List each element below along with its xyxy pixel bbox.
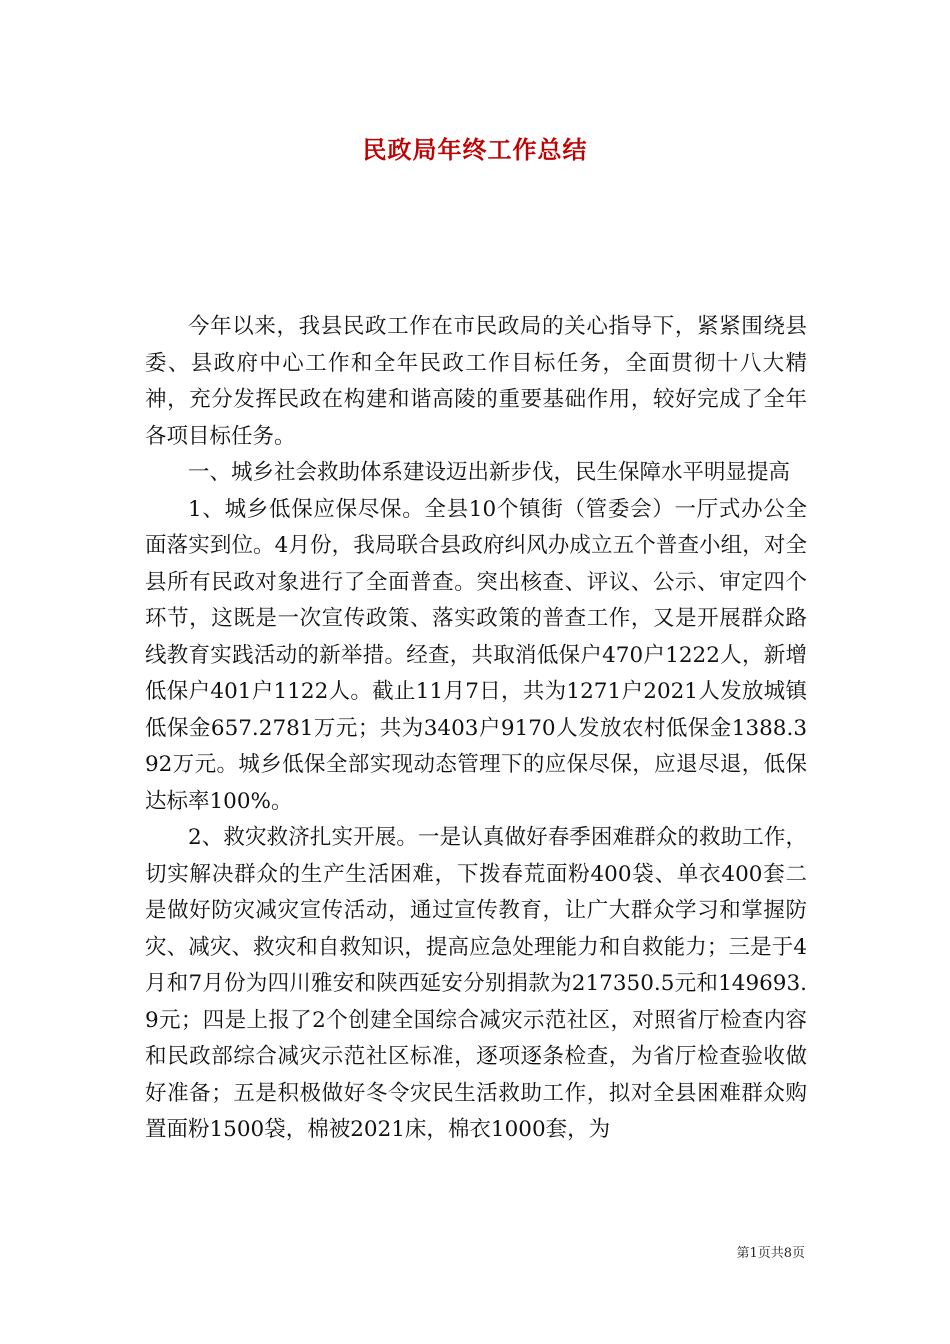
page-number-footer: 第1页共8页 — [736, 1246, 805, 1261]
document-body — [145, 309, 807, 1149]
paragraph-intro: 今年以来，我县民政工作在市民政局的关心指导下，紧紧围绕县委、县政府中心工作和全年民政工作目标任务，全面贯彻十八大精神，充分发挥民政在构建和谐高陵的重要基础作用，较好完成了全年各项目标任务。 — [145, 314, 807, 449]
document-title: 民政局年终工作总结 — [362, 136, 588, 164]
paragraph-disaster-relief: 2、救灾救济扎实开展。一是认真做好春季困难群众的救助工作，切实解决群众的生产生活困难，下拨春荒面粉400袋、单衣400套二是做好防灾减灾宣传活动，通过宣传教育，让广大群众学习和掌握防灾、减灾、救灾和自救知识，提高应急处理能力和自救能力；三是于4月和7月份为四川雅安和陕西延安分别捐款为217350.5元和149693.9元；四是上报了2个创建全国综合减灾示范社区，对照省厅检查内容和民政部综合减灾示范社区标准，逐项逐条检查，为省厅检查验收做好准备；五是积极做好冬令灾民生活救助工作，拟对全县困难群众购置面粉1500袋，棉被2021床，棉衣1000套，为 — [145, 825, 807, 1142]
section-heading-1: 一、城乡社会救助体系建设迈出新步伐，民生保障水平明显提高 — [188, 460, 791, 485]
paragraph-subsistence-allowance: 1、城乡低保应保尽保。全县10个镇街（管委会）一厅式办公全面落实到位。4月份，我局联合县政府纠风办成立五个普查小组，对全县所有民政对象进行了全面普查。突出核查、评议、公示、审定四个环节，这既是一次宣传政策、落实政策的普查工作，又是开展群众路线教育实践活动的新举措。经查，共取消低保户470户1222人，新增低保户401户1122人。截止11月7日，共为1271户2021人发放城镇低保金657.2781万元；共为3403户9170人发放农村低保金1388.392万元。城乡低保全部实现动态管理下的应保尽保，应退尽退，低保达标率100%。 — [145, 496, 807, 814]
